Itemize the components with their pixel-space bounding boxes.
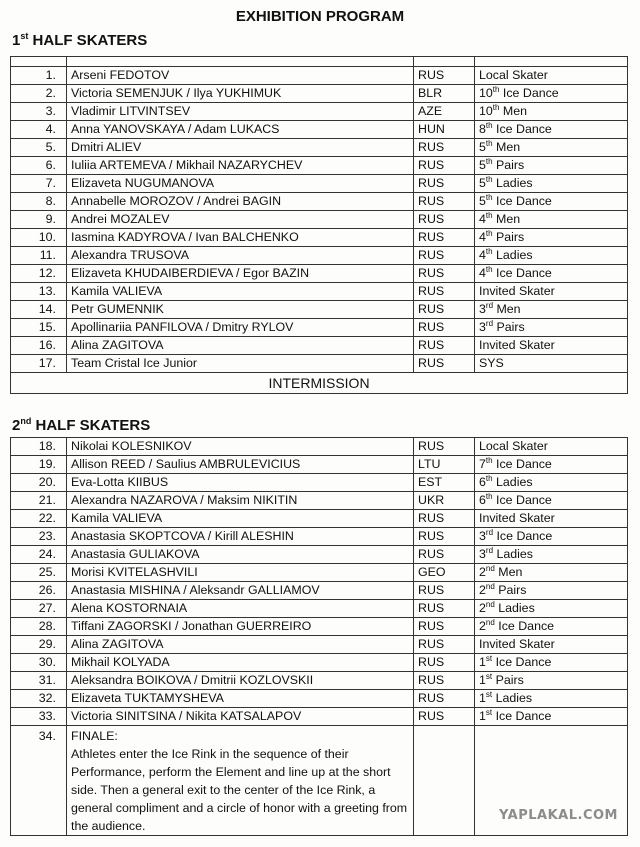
rank-suffix: th	[485, 210, 493, 220]
event-cell	[475, 492, 628, 510]
finale-title: FINALE:	[71, 729, 118, 743]
event-cell	[475, 456, 628, 474]
table-row	[11, 67, 628, 85]
skater-name: Nikolai KOLESNIKOV	[67, 438, 414, 456]
watermark: YAPLAKAL.COM	[499, 808, 618, 823]
event-cell	[475, 67, 628, 85]
country-code: RUS	[414, 672, 475, 690]
skater-name: Arseni FEDOTOV	[67, 67, 414, 85]
table-row	[11, 265, 628, 283]
skater-name: Mikhail KOLYADA	[67, 654, 414, 672]
event-name: Men	[494, 565, 523, 579]
table-row	[11, 175, 628, 193]
entry-number: 20.	[11, 474, 67, 492]
event-cell	[475, 510, 628, 528]
skater-name: Allison REED / Saulius AMBRULEVICIUS	[67, 456, 414, 474]
table-row	[11, 103, 628, 121]
event-cell	[475, 337, 628, 355]
event-name: Pairs	[492, 673, 524, 687]
second-half-heading-num: 2	[12, 417, 21, 434]
country-code: HUN	[414, 121, 475, 139]
rank: 4	[479, 266, 486, 280]
rank-suffix: nd	[485, 581, 495, 591]
skater-name: Team Cristal Ice Junior	[67, 355, 414, 373]
entry-number: 33.	[11, 708, 67, 726]
country-code: RUS	[414, 175, 475, 193]
intermission-row	[11, 373, 628, 394]
skater-name: Aleksandra BOIKOVA / Dmitrii KOZLOVSKII	[67, 672, 414, 690]
event-cell	[475, 193, 628, 211]
entry-number: 24.	[11, 546, 67, 564]
country-code: AZE	[414, 103, 475, 121]
rank-suffix: nd	[485, 617, 495, 627]
event-name: Men	[499, 104, 528, 118]
skater-name: Annabelle MOROZOV / Andrei BAGIN	[67, 193, 414, 211]
second-half-heading	[12, 416, 150, 434]
rank: 10	[479, 104, 493, 118]
rank: 5	[479, 140, 486, 154]
country-code: EST	[414, 474, 475, 492]
event-cell	[475, 121, 628, 139]
first-half-heading-text: HALF SKATERS	[28, 32, 148, 49]
country-code: RUS	[414, 139, 475, 157]
rank: 2	[479, 565, 486, 579]
table-row	[11, 690, 628, 708]
skater-name: Iuliia ARTEMEVA / Mikhail NAZARYCHEV	[67, 157, 414, 175]
event-cell	[475, 618, 628, 636]
skater-name: Anastasia SKOPTCOVA / Kirill ALESHIN	[67, 528, 414, 546]
event-name: Local Skater	[479, 68, 548, 82]
entry-number: 10.	[11, 229, 67, 247]
entry-number: 31.	[11, 672, 67, 690]
event-cell	[475, 636, 628, 654]
rank: 1	[479, 709, 486, 723]
country-code: RUS	[414, 636, 475, 654]
entry-number: 9.	[11, 211, 67, 229]
table-row	[11, 85, 628, 103]
first-half-heading	[12, 31, 147, 49]
country-code: RUS	[414, 337, 475, 355]
skater-name: Anastasia GULIAKOVA	[67, 546, 414, 564]
rank: 4	[479, 212, 486, 226]
rank-suffix: th	[485, 473, 493, 483]
event-cell	[475, 139, 628, 157]
rank-suffix: nd	[485, 563, 495, 573]
entry-number: 32.	[11, 690, 67, 708]
table-row	[11, 193, 628, 211]
event-cell	[475, 85, 628, 103]
country-code: RUS	[414, 355, 475, 373]
second-half-heading-text: HALF SKATERS	[31, 417, 151, 434]
rank: 7	[479, 457, 486, 471]
entry-number: 8.	[11, 193, 67, 211]
table-row	[11, 654, 628, 672]
event-name: Local Skater	[479, 439, 548, 453]
table-row	[11, 582, 628, 600]
table-row	[11, 546, 628, 564]
rank-suffix: th	[485, 228, 493, 238]
rank-suffix: th	[485, 174, 493, 184]
rank-suffix: th	[492, 84, 500, 94]
table-row	[11, 337, 628, 355]
second-half-table	[10, 437, 628, 836]
event-cell	[475, 319, 628, 337]
rank-suffix: th	[485, 246, 493, 256]
country-code: UKR	[414, 492, 475, 510]
event-name: Invited Skater	[479, 637, 555, 651]
country-code: RUS	[414, 582, 475, 600]
first-half-table	[10, 56, 628, 394]
event-name: Ladies	[492, 475, 533, 489]
event-name: Pairs	[492, 158, 525, 172]
rank-suffix: rd	[485, 318, 494, 328]
event-cell	[475, 690, 628, 708]
entry-number: 16.	[11, 337, 67, 355]
event-cell	[475, 301, 628, 319]
table-row	[11, 301, 628, 319]
entry-number: 6.	[11, 157, 67, 175]
country-code: RUS	[414, 157, 475, 175]
event-name: Ice Dance	[492, 493, 552, 507]
entry-number: 11.	[11, 247, 67, 265]
country-code: RUS	[414, 600, 475, 618]
rank-suffix: rd	[485, 545, 494, 555]
table-row	[11, 438, 628, 456]
skater-name: Andrei MOZALEV	[67, 211, 414, 229]
rank: 6	[479, 493, 486, 507]
rank-suffix: th	[485, 455, 493, 465]
skater-name: Alexandra TRUSOVA	[67, 247, 414, 265]
spacer-row	[11, 57, 628, 67]
entry-number: 2.	[11, 85, 67, 103]
rank: 5	[479, 176, 486, 190]
table-row	[11, 319, 628, 337]
event-name: Men	[492, 140, 521, 154]
event-cell	[475, 438, 628, 456]
country-code: RUS	[414, 618, 475, 636]
country-code: RUS	[414, 301, 475, 319]
event-cell	[475, 355, 628, 373]
empty-cell	[414, 726, 475, 836]
table-row	[11, 139, 628, 157]
rank-suffix: st	[485, 707, 493, 717]
table-row	[11, 528, 628, 546]
event-name: Ladies	[493, 547, 533, 561]
table-row	[11, 474, 628, 492]
rank-suffix: rd	[485, 300, 494, 310]
country-code: RUS	[414, 654, 475, 672]
skater-name: Victoria SINITSINA / Nikita KATSALAPOV	[67, 708, 414, 726]
event-name: Ladies	[492, 691, 533, 705]
table-row	[11, 247, 628, 265]
country-code: RUS	[414, 708, 475, 726]
event-name: Ladies	[492, 176, 533, 190]
event-cell	[475, 157, 628, 175]
entry-number: 34.	[11, 726, 67, 836]
event-cell	[475, 708, 628, 726]
event-cell	[475, 672, 628, 690]
country-code: RUS	[414, 510, 475, 528]
skater-name: Victoria SEMENJUK / Ilya YUKHIMUK	[67, 85, 414, 103]
first-half-heading-sup: st	[20, 31, 29, 41]
empty-cell	[414, 57, 475, 67]
event-cell	[475, 211, 628, 229]
skater-name: Kamila VALIEVA	[67, 510, 414, 528]
rank: 1	[479, 673, 486, 687]
entry-number: 7.	[11, 175, 67, 193]
event-cell	[475, 283, 628, 301]
event-name: Ice Dance	[492, 457, 552, 471]
rank-suffix: st	[485, 671, 493, 681]
rank-suffix: th	[485, 120, 493, 130]
event-name: Men	[493, 302, 521, 316]
rank: 6	[479, 475, 486, 489]
entry-number: 12.	[11, 265, 67, 283]
skater-name: Elizaveta NUGUMANOVA	[67, 175, 414, 193]
event-cell	[475, 600, 628, 618]
event-name: Ice Dance	[492, 194, 552, 208]
event-name: Men	[492, 212, 521, 226]
entry-number: 14.	[11, 301, 67, 319]
table-row	[11, 672, 628, 690]
rank: 3	[479, 302, 486, 316]
country-code: RUS	[414, 265, 475, 283]
event-name: Ice Dance	[492, 709, 552, 723]
table-row	[11, 211, 628, 229]
event-name: Ice Dance	[499, 86, 559, 100]
second-half-rows	[11, 438, 628, 836]
entry-number: 22.	[11, 510, 67, 528]
empty-cell	[475, 57, 628, 67]
rank: 2	[479, 619, 486, 633]
rank: 5	[479, 158, 486, 172]
skater-name: Elizaveta KHUDAIBERDIEVA / Egor BAZIN	[67, 265, 414, 283]
document-title: EXHIBITION PROGRAM	[235, 8, 405, 25]
rank: 3	[479, 547, 486, 561]
rank-suffix: th	[485, 491, 493, 501]
table-row	[11, 510, 628, 528]
entry-number: 3.	[11, 103, 67, 121]
entry-number: 19.	[11, 456, 67, 474]
skater-name: Vladimir LITVINTSEV	[67, 103, 414, 121]
entry-number: 13.	[11, 283, 67, 301]
country-code: RUS	[414, 193, 475, 211]
skater-name: Alina ZAGITOVA	[67, 337, 414, 355]
skater-name: Alena KOSTORNAIA	[67, 600, 414, 618]
table-row	[11, 600, 628, 618]
skater-name: Alexandra NAZAROVA / Maksim NIKITIN	[67, 492, 414, 510]
first-half-heading-num: 1	[12, 32, 21, 49]
table-row	[11, 355, 628, 373]
entry-number: 26.	[11, 582, 67, 600]
skater-name: Kamila VALIEVA	[67, 283, 414, 301]
event-cell	[475, 528, 628, 546]
rank: 2	[479, 601, 486, 615]
skater-name: Elizaveta TUKTAMYSHEVA	[67, 690, 414, 708]
event-name: Ice Dance	[492, 655, 552, 669]
rank-suffix: nd	[485, 599, 495, 609]
skater-name: Alina ZAGITOVA	[67, 636, 414, 654]
entry-number: 4.	[11, 121, 67, 139]
event-name: Pairs	[492, 230, 525, 244]
entry-number: 18.	[11, 438, 67, 456]
rank: 2	[479, 583, 486, 597]
rank: 8	[479, 122, 486, 136]
event-cell	[475, 103, 628, 121]
entry-number: 15.	[11, 319, 67, 337]
country-code: RUS	[414, 690, 475, 708]
entry-number: 29.	[11, 636, 67, 654]
rank-suffix: th	[492, 102, 500, 112]
event-name: SYS	[479, 356, 504, 370]
event-cell	[475, 654, 628, 672]
rank: 1	[479, 691, 486, 705]
event-name: Ice Dance	[494, 619, 555, 633]
skater-name: Morisi KVITELASHVILI	[67, 564, 414, 582]
event-name: Invited Skater	[479, 511, 555, 525]
event-cell	[475, 229, 628, 247]
rank: 5	[479, 194, 486, 208]
table-row	[11, 456, 628, 474]
empty-cell	[11, 57, 67, 67]
country-code: RUS	[414, 438, 475, 456]
rank: 4	[479, 230, 486, 244]
country-code: RUS	[414, 283, 475, 301]
event-cell	[475, 175, 628, 193]
event-cell	[475, 265, 628, 283]
rank-suffix: th	[485, 138, 493, 148]
country-code: RUS	[414, 247, 475, 265]
event-name: Invited Skater	[479, 338, 555, 352]
entry-number: 28.	[11, 618, 67, 636]
country-code: GEO	[414, 564, 475, 582]
event-name: Ice Dance	[492, 122, 552, 136]
entry-number: 21.	[11, 492, 67, 510]
entry-number: 1.	[11, 67, 67, 85]
entry-number: 30.	[11, 654, 67, 672]
skater-name: Iasmina KADYROVA / Ivan BALCHENKO	[67, 229, 414, 247]
table-row	[11, 492, 628, 510]
rank-suffix: st	[485, 653, 493, 663]
country-code: RUS	[414, 319, 475, 337]
skater-name: Eva-Lotta KIIBUS	[67, 474, 414, 492]
finale-text: Athletes enter the Ice Rink in the sequence of their Performance, perform the Element and line up at the short side. Then a general exit to the center of the Ice Rink, a general compliment and a circle of honor with a greeting from the audience.	[71, 747, 408, 833]
table-row	[11, 564, 628, 582]
rank-suffix: st	[485, 689, 493, 699]
event-cell	[475, 564, 628, 582]
country-code: BLR	[414, 85, 475, 103]
rank: 1	[479, 655, 486, 669]
event-cell	[475, 247, 628, 265]
finale-cell	[67, 726, 414, 836]
first-half-rows	[11, 57, 628, 394]
event-name: Invited Skater	[479, 284, 555, 298]
rank-suffix: rd	[485, 527, 494, 537]
table-row	[11, 229, 628, 247]
rank-suffix: th	[485, 264, 493, 274]
event-cell	[475, 582, 628, 600]
event-cell	[475, 474, 628, 492]
skater-name: Apollinariia PANFILOVA / Dmitry RYLOV	[67, 319, 414, 337]
entry-number: 17.	[11, 355, 67, 373]
event-cell	[475, 546, 628, 564]
table-row	[11, 618, 628, 636]
table-row	[11, 708, 628, 726]
event-name: Ladies	[492, 248, 533, 262]
rank: 3	[479, 320, 486, 334]
table-row	[11, 121, 628, 139]
second-half-heading-sup: nd	[20, 416, 32, 426]
country-code: RUS	[414, 211, 475, 229]
rank: 3	[479, 529, 486, 543]
country-code: RUS	[414, 528, 475, 546]
table-row	[11, 636, 628, 654]
rank-suffix: th	[485, 192, 493, 202]
skater-name: Petr GUMENNIK	[67, 301, 414, 319]
event-name: Ice Dance	[492, 266, 552, 280]
event-name: Pairs	[493, 320, 525, 334]
skater-name: Dmitri ALIEV	[67, 139, 414, 157]
skater-name: Anastasia MISHINA / Aleksandr GALLIAMOV	[67, 582, 414, 600]
intermission-label: INTERMISSION	[11, 373, 628, 394]
empty-cell	[67, 57, 414, 67]
entry-number: 25.	[11, 564, 67, 582]
skater-name: Anna YANOVSKAYA / Adam LUKACS	[67, 121, 414, 139]
country-code: RUS	[414, 229, 475, 247]
rank-suffix: th	[485, 156, 493, 166]
event-name: Pairs	[494, 583, 527, 597]
entry-number: 23.	[11, 528, 67, 546]
event-name: Ice Dance	[493, 529, 553, 543]
table-row	[11, 157, 628, 175]
country-code: RUS	[414, 67, 475, 85]
country-code: LTU	[414, 456, 475, 474]
entry-number: 27.	[11, 600, 67, 618]
table-row	[11, 283, 628, 301]
country-code: RUS	[414, 546, 475, 564]
rank: 4	[479, 248, 486, 262]
rank: 10	[479, 86, 493, 100]
skater-name: Tiffani ZAGORSKI / Jonathan GUERREIRO	[67, 618, 414, 636]
event-name: Ladies	[494, 601, 535, 615]
entry-number: 5.	[11, 139, 67, 157]
